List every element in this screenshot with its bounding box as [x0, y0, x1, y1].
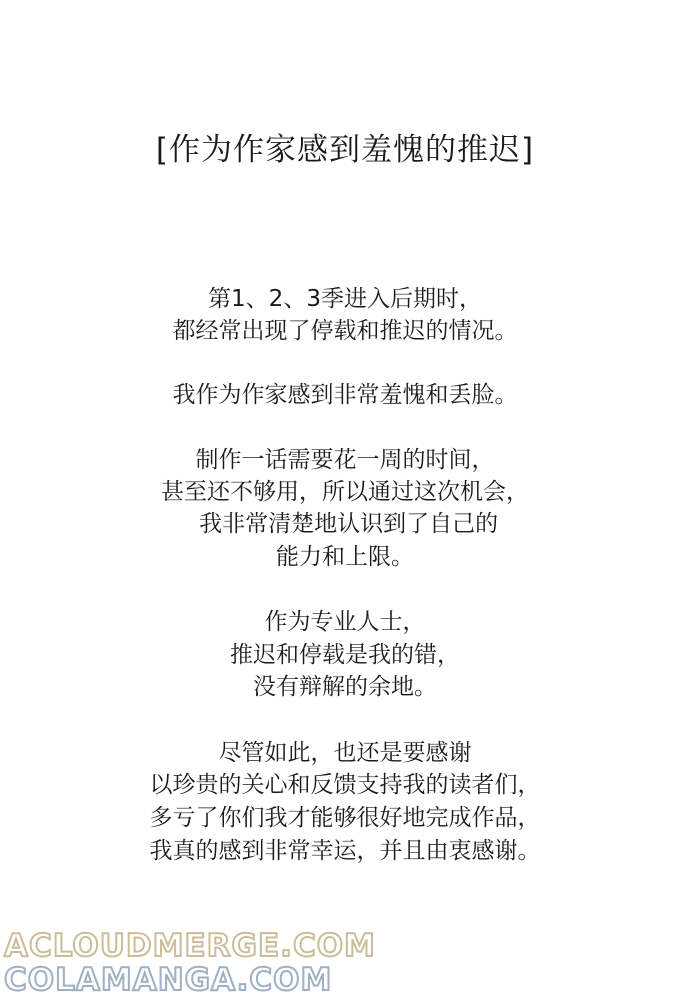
text-line: 我真的感到非常幸运，并且由衷感谢。: [149, 838, 541, 864]
text-line: 都经常出现了停载和推迟的情况。: [172, 318, 518, 344]
text-line: 我作为作家感到非常羞愧和丢脸。: [172, 382, 518, 408]
text-line: 作为专业人士，: [264, 609, 426, 635]
text-line: 推迟和停载是我的错，: [230, 642, 460, 668]
text-line: 制作一话需要花一周的时间，: [195, 447, 495, 473]
text-line: 尽管如此，也还是要感谢: [218, 740, 472, 766]
text-line: 能力和上限。: [276, 544, 414, 570]
text-line: 以珍贵的关心和反馈支持我的读者们，: [149, 772, 541, 798]
text-line: 没有辩解的余地。: [253, 674, 437, 700]
watermark-aclouddmerge: ACLOUDMERGE.COM: [4, 928, 376, 964]
watermark-colamanga: COLAMANGA.COM: [4, 962, 333, 998]
text-line: 我非常清楚地认识到了自己的: [191, 511, 499, 537]
text-line: 多亏了你们我才能够很好地完成作品，: [149, 805, 541, 831]
text-line: 甚至还不够用，所以通过这次机会，: [161, 479, 529, 505]
text-line: 第1、2、3季进入后期时，: [208, 286, 482, 312]
page-title: [作为作家感到羞愧的推迟]: [155, 132, 535, 168]
